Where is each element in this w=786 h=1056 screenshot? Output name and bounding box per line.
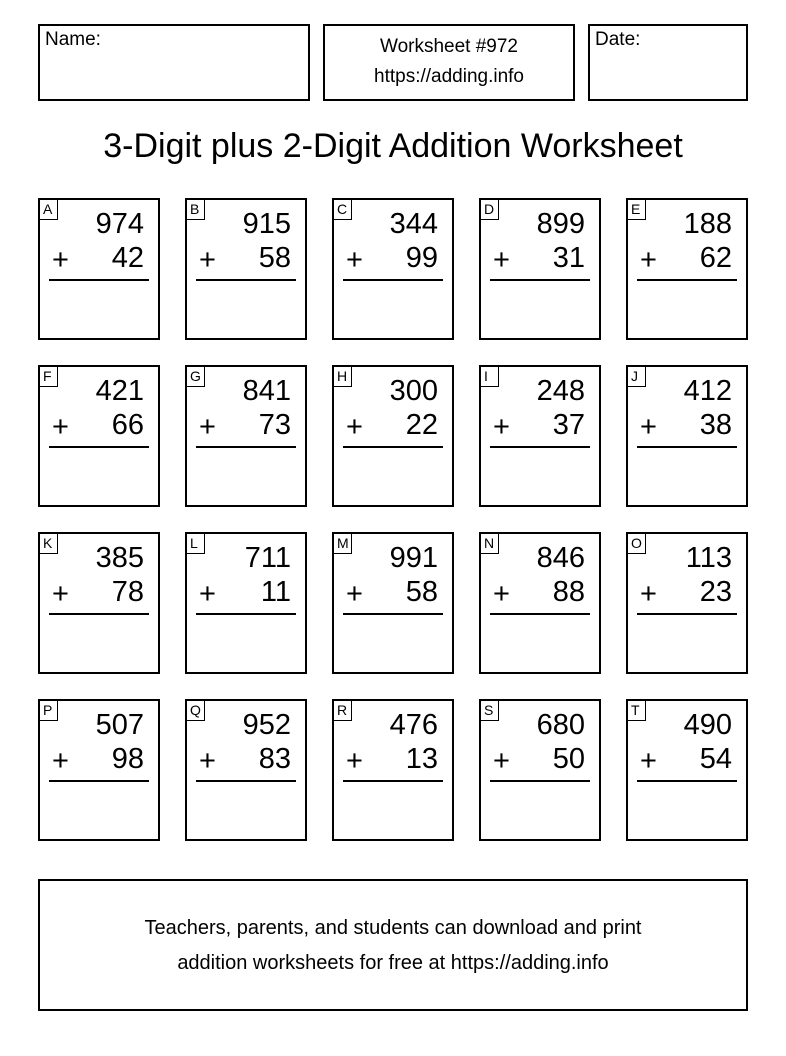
problem-top-number: 421 [95, 375, 144, 407]
problem-card [332, 365, 454, 507]
problem-letter: O [627, 533, 646, 554]
problem-letter: S [480, 700, 499, 721]
problem-top-number: 846 [536, 542, 585, 574]
problem-card [185, 699, 307, 841]
problem-card [626, 365, 748, 507]
plus-sign: + [346, 244, 363, 276]
problem-letter: D [480, 199, 499, 220]
problem-card [38, 699, 160, 841]
problem-card [479, 365, 601, 507]
plus-sign: + [199, 745, 216, 777]
answer-line [49, 446, 149, 448]
problem-bottom-number: 88 [552, 576, 585, 608]
problem-card [626, 699, 748, 841]
page-title: 3-Digit plus 2-Digit Addition Worksheet [103, 127, 683, 165]
footer-box [38, 879, 748, 1011]
problem-bottom-number: 98 [111, 743, 144, 775]
problem-letter: M [333, 533, 352, 554]
plus-sign: + [52, 244, 69, 276]
problem-top-number: 476 [389, 709, 438, 741]
problem-bottom-number: 38 [699, 409, 732, 441]
answer-line [343, 446, 443, 448]
problem-letter: P [39, 700, 58, 721]
problem-top-number: 188 [683, 208, 732, 240]
problem-letter: T [627, 700, 646, 721]
problem-letter: J [627, 366, 646, 387]
problem-card [626, 532, 748, 674]
problem-card [185, 365, 307, 507]
problem-bottom-number: 42 [111, 242, 144, 274]
problem-bottom-number: 83 [258, 743, 291, 775]
problem-bottom-number: 23 [699, 576, 732, 608]
answer-line [196, 780, 296, 782]
problem-top-number: 680 [536, 709, 585, 741]
problem-card [38, 532, 160, 674]
problem-card [332, 198, 454, 340]
answer-line [637, 613, 737, 615]
plus-sign: + [346, 578, 363, 610]
worksheet-info-box [323, 24, 575, 101]
problem-letter: N [480, 533, 499, 554]
answer-line [490, 279, 590, 281]
problem-letter: B [186, 199, 205, 220]
problem-card [479, 699, 601, 841]
problem-letter: A [39, 199, 58, 220]
plus-sign: + [640, 578, 657, 610]
problem-bottom-number: 37 [552, 409, 585, 441]
problem-bottom-number: 31 [552, 242, 585, 274]
plus-sign: + [493, 745, 510, 777]
problem-letter: F [39, 366, 58, 387]
problem-top-number: 841 [242, 375, 291, 407]
problem-bottom-number: 54 [699, 743, 732, 775]
problem-letter: K [39, 533, 58, 554]
problem-top-number: 412 [683, 375, 732, 407]
problem-letter: H [333, 366, 352, 387]
plus-sign: + [199, 578, 216, 610]
answer-line [49, 279, 149, 281]
worksheet-number: Worksheet #972 [379, 36, 518, 57]
problem-top-number: 300 [389, 375, 438, 407]
problem-bottom-number: 22 [405, 409, 438, 441]
problem-bottom-number: 66 [111, 409, 144, 441]
problem-card [332, 532, 454, 674]
problem-card [479, 532, 601, 674]
problem-top-number: 711 [244, 542, 291, 574]
footer-text-line-1: Teachers, parents, and students can download and print [144, 917, 642, 939]
plus-sign: + [346, 411, 363, 443]
problem-top-number: 899 [536, 208, 585, 240]
problem-top-number: 490 [683, 709, 732, 741]
answer-line [637, 446, 737, 448]
answer-line [343, 780, 443, 782]
answer-line [196, 279, 296, 281]
worksheet-url: https://adding.info [374, 66, 524, 87]
problem-bottom-number: 50 [552, 743, 585, 775]
answer-line [490, 780, 590, 782]
date-label: Date: [595, 29, 641, 50]
problem-card [38, 365, 160, 507]
problem-top-number: 344 [389, 208, 438, 240]
plus-sign: + [640, 411, 657, 443]
footer-text-line-2: addition worksheets for free at https://adding.info [177, 952, 609, 974]
problem-bottom-number: 58 [405, 576, 438, 608]
problem-card [185, 198, 307, 340]
problem-top-number: 113 [685, 542, 732, 574]
problem-top-number: 248 [536, 375, 585, 407]
plus-sign: + [493, 244, 510, 276]
problem-letter: Q [186, 700, 205, 721]
answer-line [49, 613, 149, 615]
problem-top-number: 952 [242, 709, 291, 741]
plus-sign: + [640, 244, 657, 276]
plus-sign: + [52, 745, 69, 777]
answer-line [196, 446, 296, 448]
answer-line [490, 613, 590, 615]
plus-sign: + [199, 244, 216, 276]
answer-line [343, 279, 443, 281]
problem-letter: I [480, 366, 499, 387]
name-field-box[interactable] [38, 24, 310, 101]
plus-sign: + [52, 411, 69, 443]
problem-top-number: 974 [95, 208, 144, 240]
problem-card [38, 198, 160, 340]
problem-card [332, 699, 454, 841]
problem-bottom-number: 11 [260, 576, 291, 608]
plus-sign: + [52, 578, 69, 610]
problem-bottom-number: 73 [258, 409, 291, 441]
problem-card [479, 198, 601, 340]
plus-sign: + [346, 745, 363, 777]
problem-letter: L [186, 533, 205, 554]
plus-sign: + [493, 411, 510, 443]
problem-top-number: 915 [242, 208, 291, 240]
answer-line [49, 780, 149, 782]
problem-card [185, 532, 307, 674]
problem-letter: R [333, 700, 352, 721]
date-field-box[interactable] [588, 24, 748, 101]
problem-bottom-number: 62 [699, 242, 732, 274]
problem-letter: E [627, 199, 646, 220]
answer-line [490, 446, 590, 448]
plus-sign: + [640, 745, 657, 777]
plus-sign: + [199, 411, 216, 443]
problem-top-number: 507 [95, 709, 144, 741]
problem-top-number: 991 [389, 542, 438, 574]
name-label: Name: [45, 29, 101, 50]
answer-line [196, 613, 296, 615]
answer-line [343, 613, 443, 615]
problem-bottom-number: 58 [258, 242, 291, 274]
problem-top-number: 385 [95, 542, 144, 574]
answer-line [637, 279, 737, 281]
problem-letter: G [186, 366, 205, 387]
problem-bottom-number: 13 [405, 743, 438, 775]
plus-sign: + [493, 578, 510, 610]
problem-letter: C [333, 199, 352, 220]
answer-line [637, 780, 737, 782]
problem-bottom-number: 78 [111, 576, 144, 608]
problem-bottom-number: 99 [405, 242, 438, 274]
problem-card [626, 198, 748, 340]
